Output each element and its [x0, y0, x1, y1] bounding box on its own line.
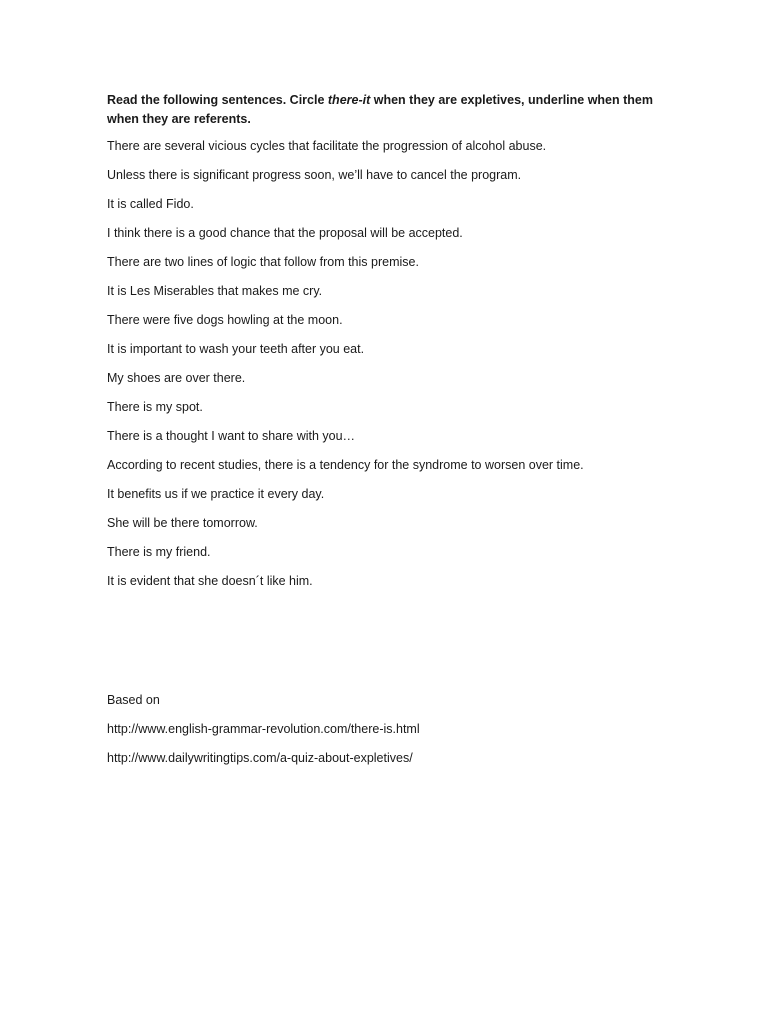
- sentence-4: I think there is a good chance that the proposal will be accepted.: [107, 226, 463, 240]
- sentence-3: It is called Fido.: [107, 197, 194, 211]
- sentence-13: It benefits us if we practice it every day.: [107, 487, 325, 501]
- sentence-2: Unless there is significant progress soon, we’ll have to cancel the program.: [107, 168, 522, 182]
- sentence-16: It is evident that she doesn´t like him.: [107, 574, 313, 588]
- sentence-1: There are several vicious cycles that facilitate the progression of alcohol abuse.: [107, 139, 547, 153]
- sentence-9: My shoes are over there.: [107, 371, 246, 385]
- sentence-6: It is Les Miserables that makes me cry.: [107, 284, 323, 298]
- sentence-10: There is my spot.: [107, 400, 203, 414]
- sentence-15: There is my friend.: [107, 545, 211, 559]
- sentence-5: There are two lines of logic that follow from this premise.: [107, 255, 419, 269]
- instructions: [107, 91, 667, 129]
- sentence-14: She will be there tomorrow.: [107, 516, 258, 530]
- source-link-1[interactable]: http://www.english-grammar-revolution.com/there-is.html: [107, 722, 420, 736]
- sentence-12: According to recent studies, there is a tendency for the syndrome to worsen over time.: [107, 458, 584, 472]
- sentence-8: It is important to wash your teeth after you eat.: [107, 342, 365, 356]
- sentence-11: There is a thought I want to share with you…: [107, 429, 356, 443]
- sentence-7: There were five dogs howling at the moon.: [107, 313, 343, 327]
- instructions-prefix: Read the following sentences. Circle: [107, 93, 328, 107]
- sources-label: Based on: [107, 693, 160, 707]
- sources-section: [107, 692, 667, 779]
- worksheet-body: [107, 91, 667, 602]
- source-link-2[interactable]: http://www.dailywritingtips.com/a-quiz-about-expletives/: [107, 751, 413, 765]
- instructions-emphasis: there-it: [327, 93, 371, 107]
- instructions-suffix: when they are expletives, underline when them when they are referents.: [107, 93, 653, 126]
